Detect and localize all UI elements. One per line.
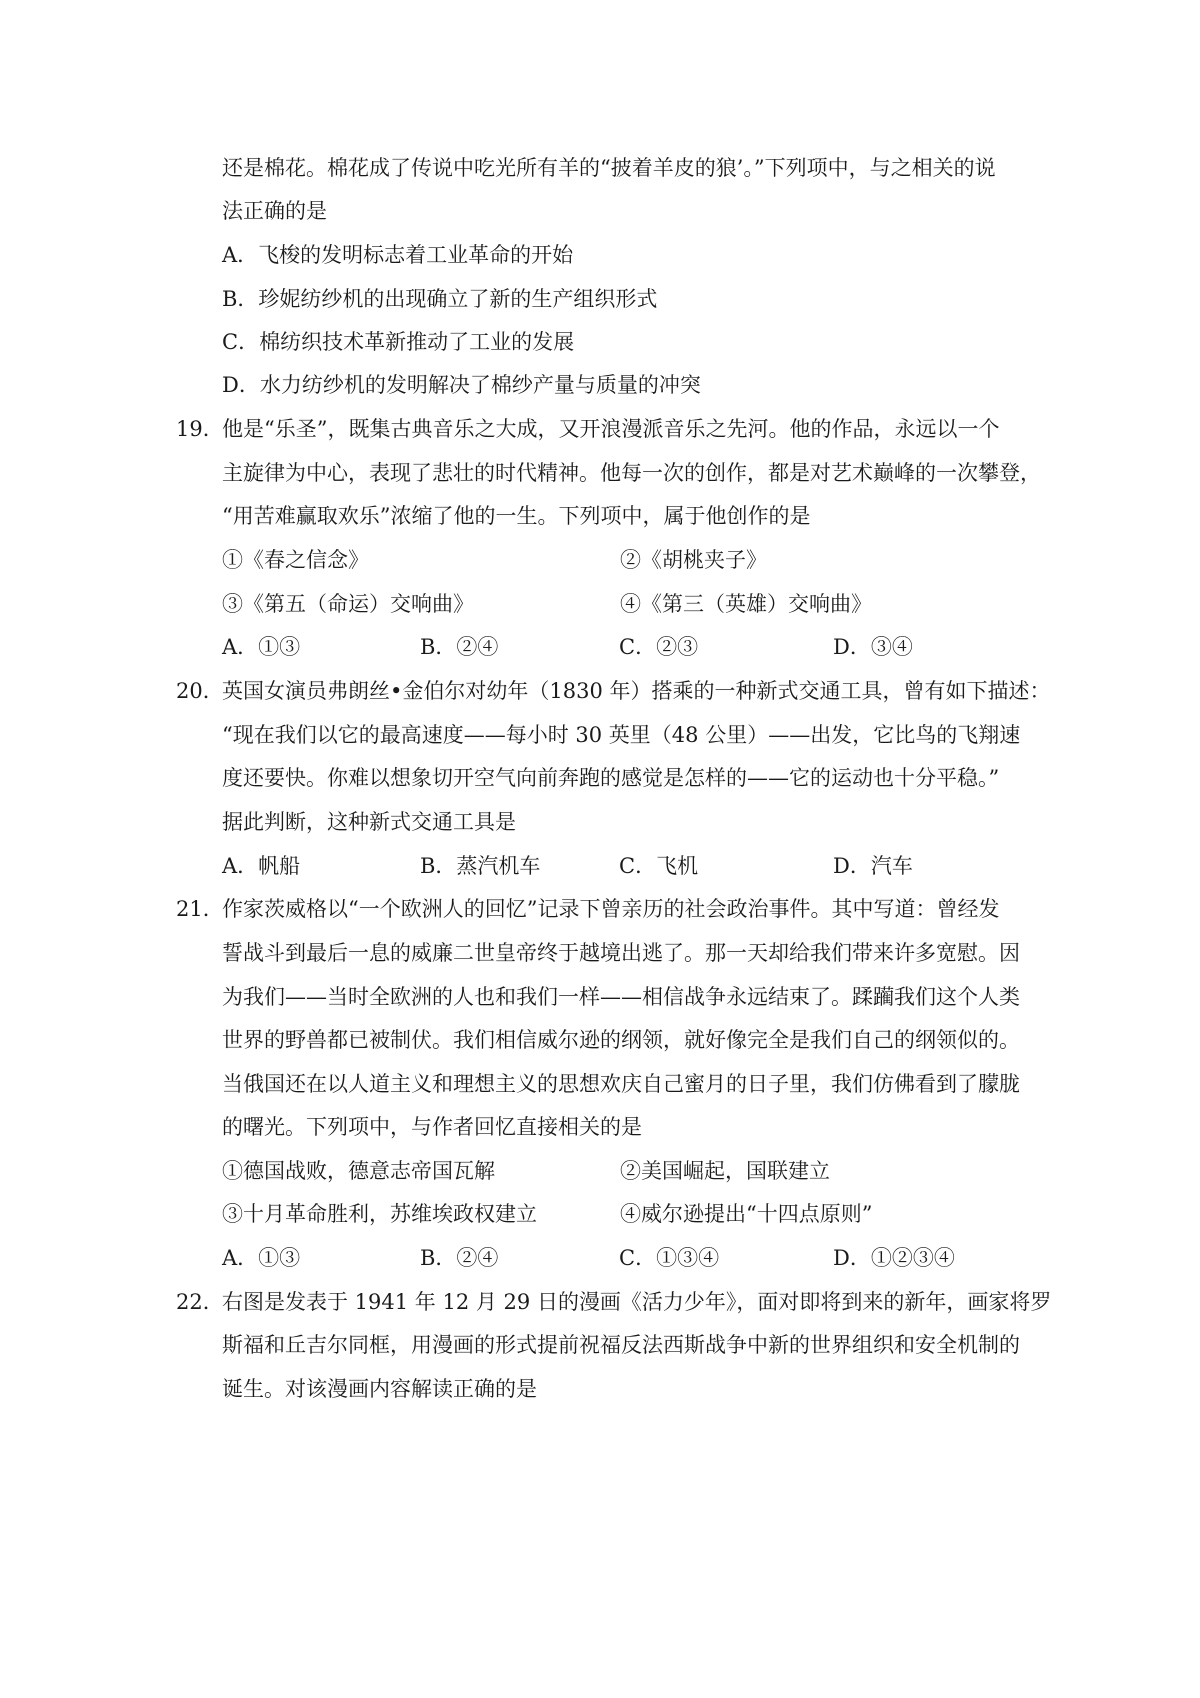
q22-stem-line-3: 诞生。对该漫画内容解读正确的是 (222, 1377, 537, 1401)
q21-item-4: ④威尔逊提出“十四点原则” (620, 1202, 873, 1226)
q19-option-a: A．①③ (222, 635, 301, 659)
q19-item-1: ①《春之信念》 (222, 548, 369, 572)
q19-option-d: D．③④ (833, 635, 913, 659)
q21-item-3: ③十月革命胜利，苏维埃政权建立 (222, 1202, 537, 1226)
q21-option-b: B．②④ (420, 1246, 499, 1270)
q18-option-d: D．水力纺纱机的发明解决了棉纱产量与质量的冲突 (222, 373, 701, 397)
q20-stem-line-3: 度还要快。你难以想象切开空气向前奔跑的感觉是怎样的——它的运动也十分平稳。” (222, 766, 1000, 790)
q18-option-c: C．棉纺织技术革新推动了工业的发展 (222, 330, 575, 354)
q22-number: 22． (176, 1290, 224, 1314)
q18-option-b: B．珍妮纺纱机的出现确立了新的生产组织形式 (222, 287, 658, 311)
q21-stem-line-2: 誓战斗到最后一息的威廉二世皇帝终于越境出逃了。那一天却给我们带来许多宽慰。因 (222, 941, 1020, 965)
q19-item-4: ④《第三（英雄）交响曲》 (620, 592, 872, 616)
q20-option-d: D．汽车 (833, 854, 913, 878)
q21-stem-line-4: 世界的野兽都已被制伏。我们相信威尔逊的纲领，就好像完全是我们自己的纲领似的。 (222, 1028, 1020, 1052)
q21-stem-line-6: 的曙光。下列项中，与作者回忆直接相关的是 (222, 1115, 642, 1139)
q22-stem-line-1: 右图是发表于 1941 年 12 月 29 日的漫画《活力少年》，面对即将到来的新年，画家将罗 (222, 1290, 1052, 1314)
q20-stem-line-2: “现在我们以它的最高速度——每小时 30 英里（48 公里）——出发，它比鸟的飞翔速 (222, 723, 1021, 747)
q21-stem-line-1: 作家茨威格以“一个欧洲人的回忆”记录下曾亲历的社会政治事件。其中写道：曾经发 (222, 897, 1000, 921)
q20-stem-line-1: 英国女演员弗朗丝•金伯尔对幼年（1830 年）搭乘的一种新式交通工具，曾有如下描述： (222, 679, 1051, 703)
q21-stem-line-5: 当俄国还在以人道主义和理想主义的思想欢庆自己蜜月的日子里，我们仿佛看到了朦胧 (222, 1072, 1020, 1096)
q21-item-1: ①德国战败，德意志帝国瓦解 (222, 1159, 495, 1183)
q18-option-a: A．飞梭的发明标志着工业革命的开始 (222, 243, 574, 267)
q19-stem-line-3: “用苦难赢取欢乐”浓缩了他的一生。下列项中，属于他创作的是 (222, 504, 811, 528)
q19-number: 19． (176, 417, 224, 441)
q21-stem-line-3: 为我们——当时全欧洲的人也和我们一样——相信战争永远结束了。蹂躏我们这个人类 (222, 985, 1020, 1009)
q18-stem-line-1: 还是棉花。棉花成了传说中吃光所有羊的“披着羊皮的狼’。”下列项中，与之相关的说 (222, 156, 996, 180)
q20-option-b: B．蒸汽机车 (420, 854, 541, 878)
q22-stem-line-2: 斯福和丘吉尔同框，用漫画的形式提前祝福反法西斯战争中新的世界组织和安全机制的 (222, 1333, 1020, 1357)
q21-number: 21． (176, 897, 224, 921)
q20-number: 20． (176, 679, 224, 703)
q19-option-c: C．②③ (619, 635, 699, 659)
q21-option-d: D．①②③④ (833, 1246, 955, 1270)
q18-stem-line-2: 法正确的是 (222, 199, 327, 223)
q21-item-2: ②美国崛起，国联建立 (620, 1159, 830, 1183)
q19-item-2: ②《胡桃夹子》 (620, 548, 767, 572)
q19-option-b: B．②④ (420, 635, 499, 659)
q19-stem-line-2: 主旋律为中心，表现了悲壮的时代精神。他每一次的创作，都是对艺术巅峰的一次攀登， (222, 461, 1041, 485)
q21-option-a: A．①③ (222, 1246, 301, 1270)
q20-stem-line-4: 据此判断，这种新式交通工具是 (222, 810, 516, 834)
q21-option-c: C．①③④ (619, 1246, 720, 1270)
q19-item-3: ③《第五（命运）交响曲》 (222, 592, 474, 616)
q20-option-a: A．帆船 (222, 854, 301, 878)
q20-option-c: C．飞机 (619, 854, 699, 878)
q19-stem-line-1: 他是“乐圣”，既集古典音乐之大成，又开浪漫派音乐之先河。他的作品，永远以一个 (222, 417, 1000, 441)
